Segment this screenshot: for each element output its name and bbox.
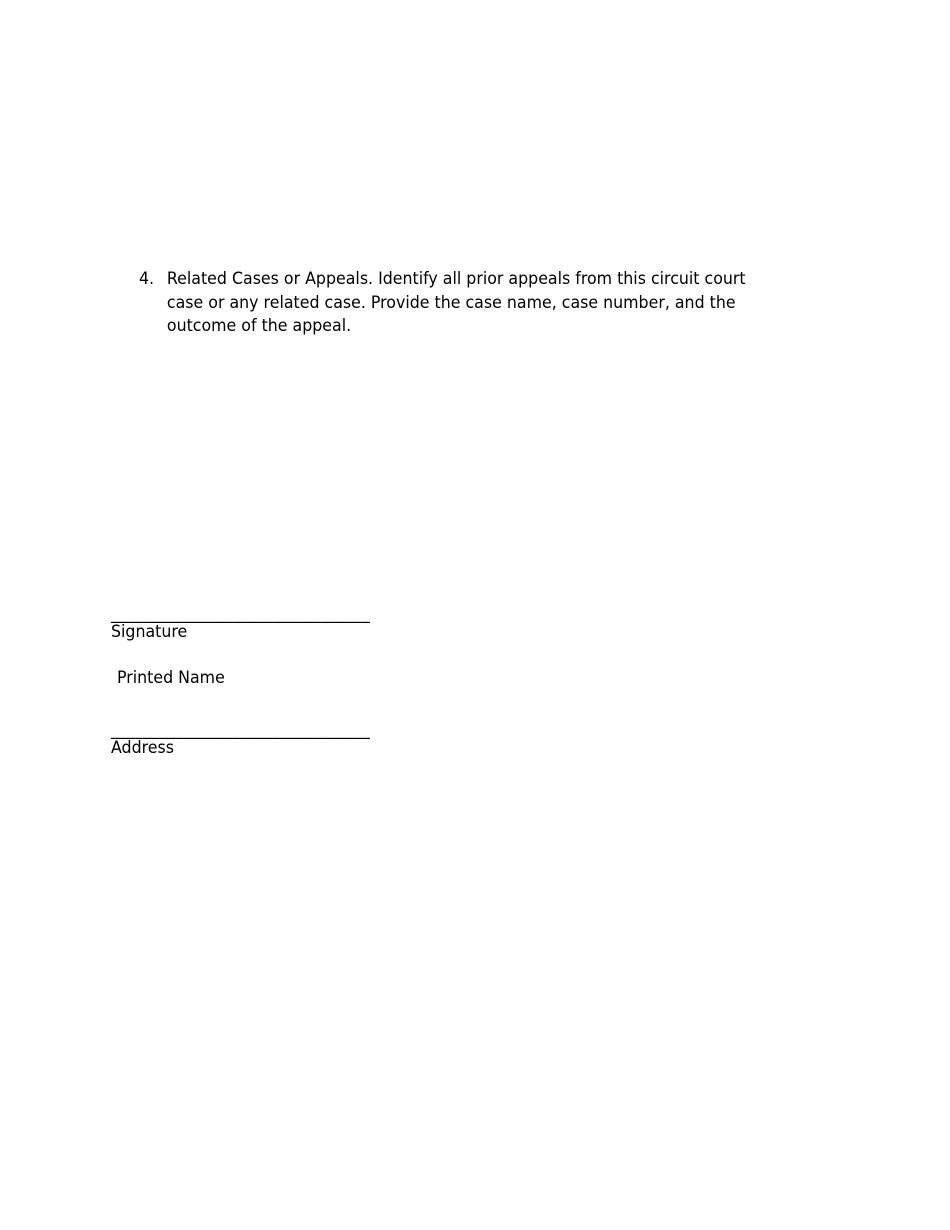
item-text: Related Cases or Appeals. Identify all prior appeals from this circuit court case or any related case. Provide the case name, case number, and the outcome of the appeal.: [166, 269, 746, 336]
signature-line: ________________________________: [111, 604, 370, 624]
printed-name-label: Printed Name: [117, 668, 225, 688]
address-label: Address: [111, 738, 174, 758]
numbered-item-related-cases: [139, 268, 781, 339]
address-line: ________________________________: [111, 720, 370, 740]
signature-label: Signature: [111, 622, 188, 642]
item-number: 4.: [139, 269, 155, 289]
